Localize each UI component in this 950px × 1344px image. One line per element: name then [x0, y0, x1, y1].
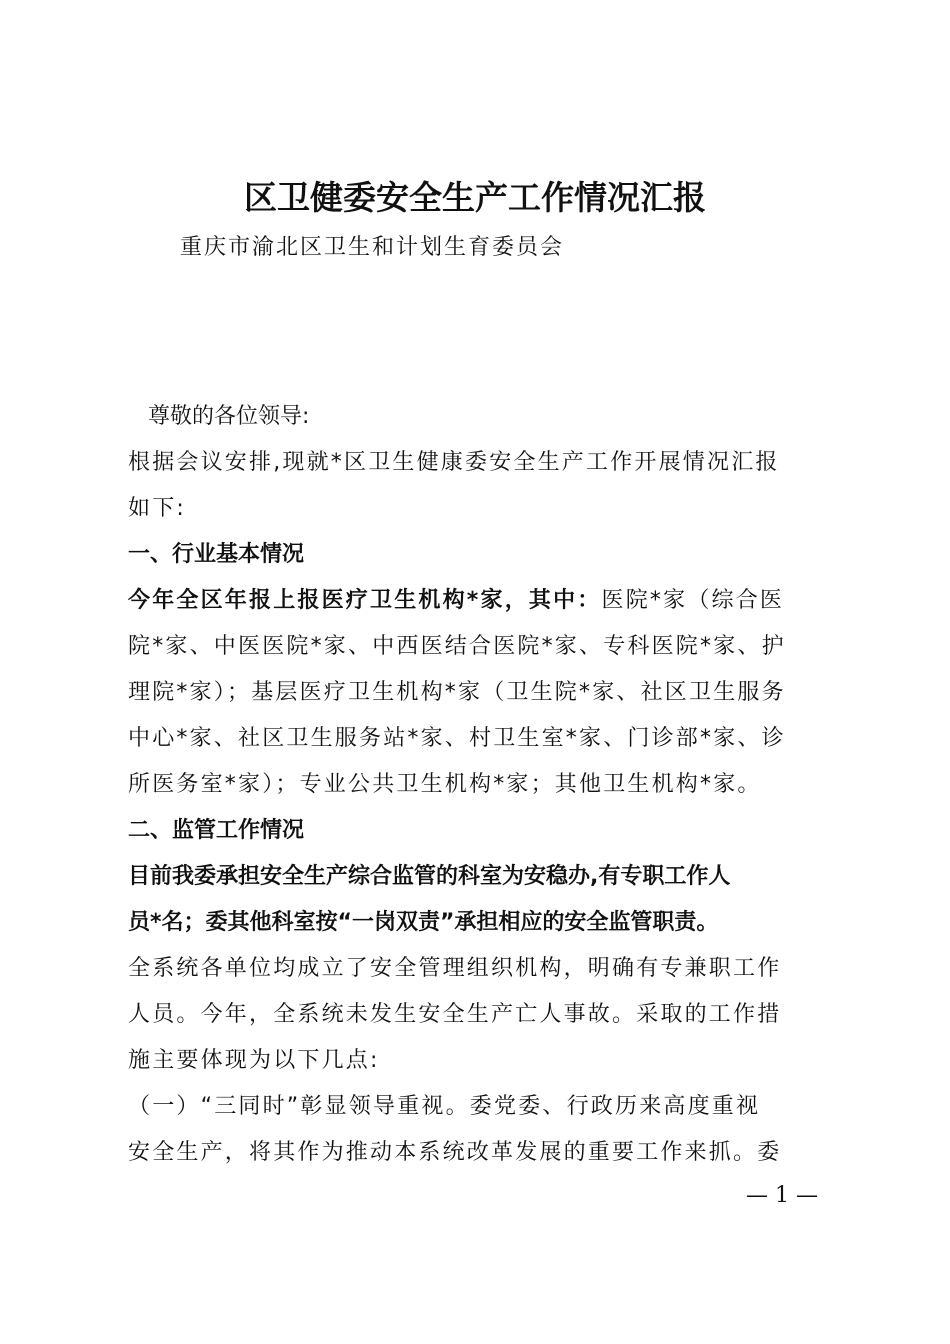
document-body: [128, 394, 832, 1176]
greeting: 尊敬的各位领导:: [148, 404, 310, 429]
section-heading: 一、行业基本情况: [128, 542, 305, 567]
section-heading: 二、监管工作情况: [128, 818, 305, 843]
paragraph-line: 人员。今年，全系统未发生安全生产亡人事故。采取的工作措: [128, 1002, 782, 1027]
paragraph-line: 施主要体现为以下几点:: [128, 1048, 380, 1073]
document-subtitle: 重庆市渝北区卫生和计划生育委员会: [180, 235, 565, 260]
paragraph-line: 目前我委承担安全生产综合监管的科室为安稳办,有专职工作人: [128, 864, 731, 889]
paragraph-line: 安全生产，将其作为推动本系统改革发展的重要工作来抓。委: [128, 1140, 782, 1165]
paragraph-line: 中心*家、社区卫生服务站*家、村卫生室*家、门诊部*家、诊: [128, 726, 786, 751]
bold-text: 今年全区年报上报医疗卫生机构*家，其中：: [128, 588, 602, 613]
intro-line: 根据会议安排,现就*区卫生健康委安全生产工作开展情况汇报: [128, 450, 780, 475]
page-number: — 1 —: [746, 1183, 818, 1208]
body-text: 医院*家（综合医: [601, 588, 785, 613]
paragraph-line: 员*名；委其他科室按“一岗双责”承担相应的安全监管职责。: [128, 910, 719, 935]
paragraph-line: 院*家、中医医院*家、中西医结合医院*家、专科医院*家、护: [128, 634, 786, 659]
paragraph-line: 所医务室*家）；专业公共卫生机构*家；其他卫生机构*家。: [128, 772, 762, 797]
paragraph-line: （一）“三同时”彰显领导重视。委党委、行政历来高度重视: [128, 1094, 761, 1119]
paragraph-line: [128, 578, 832, 624]
intro-line: 如下:: [128, 496, 187, 521]
document-title: 区卫健委安全生产工作情况汇报: [244, 178, 706, 217]
paragraph-line: 全系统各单位均成立了安全管理组织机构，明确有专兼职工作: [128, 956, 782, 981]
paragraph-line: 理院*家）；基层医疗卫生机构*家（卫生院*家、社区卫生服务: [128, 680, 786, 705]
